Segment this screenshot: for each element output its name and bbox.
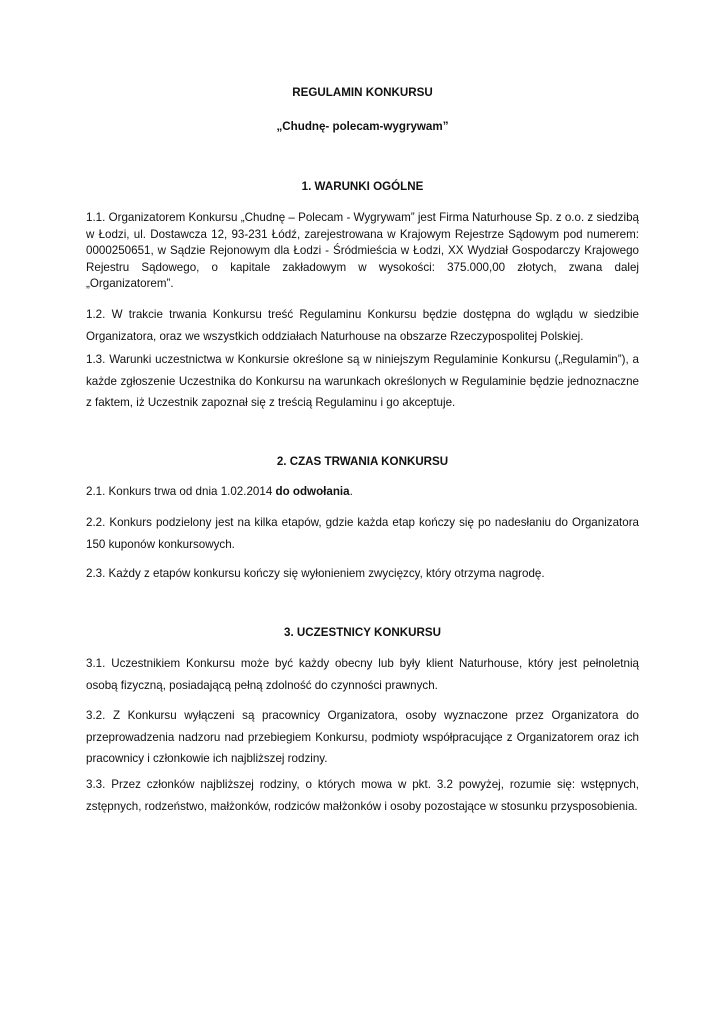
paragraph-1-1: 1.1. Organizatorem Konkursu „Chudnę – Polecam - Wygrywam” jest Firma Naturhouse Sp. z o.o. z siedzibą w Łodzi, ul. Dostawcza 12, 93-231 Łódź, zarejestrowana w Krajowym Rejestrze Sądowym pod numerem: 0000250651, w Sądzie Rejonowym dla Łodzi - Śródmieścia w Łodzi, XX Wydział Gospodarczy Krajowego Rejestru Sądowego, o kapitale zakładowym w wysokości: 375.000,00 złotych, zwana dalej „Organizatorem”.: [86, 211, 639, 290]
paragraph-2-3: 2.3. Każdy z etapów konkursu kończy się wyłonieniem zwycięzcy, który otrzyma nagrodę.: [86, 567, 545, 580]
paragraph-2-2: 2.2. Konkurs podzielony jest na kilka etapów, gdzie każda etap kończy się po nadesłaniu do Organizatora 150 kuponów konkursowych.: [86, 516, 639, 551]
paragraph-1-2: 1.2. W trakcie trwania Konkursu treść Regulaminu Konkursu będzie dostępna do wglądu w siedzibie Organizatora, oraz we wszystkich oddziałach Naturhouse na obszarze Rzeczypospolitej Polskiej.: [86, 308, 639, 343]
paragraph-2-1: [86, 481, 639, 503]
paragraph-3-1: 3.1. Uczestnikiem Konkursu może być każdy obecny lub były klient Naturhouse, który jest pełnoletnią osobą fizyczną, posiadającą pełną zdolność do czynności prawnych.: [86, 657, 639, 692]
paragraph-2-1-bold: do odwołania: [275, 485, 350, 498]
paragraph-3-3: 3.3. Przez członków najbliższej rodziny, o których mowa w pkt. 3.2 powyżej, rozumie się: wstępnych, zstępnych, rodzeństwo, małżonków, rodziców małżonków i osoby pozostające w stosunku przysposobienia.: [86, 778, 639, 813]
section-heading-duration: 2. CZAS TRWANIA KONKURSU: [276, 455, 449, 468]
section-heading-general-conditions: 1. WARUNKI OGÓLNE: [301, 180, 424, 193]
section-heading-participants: 3. UCZESTNICY KONKURSU: [284, 626, 441, 639]
paragraph-3-2: 3.2. Z Konkursu wyłączeni są pracownicy Organizatora, osoby wyznaczone przez Organizatora do przeprowadzenia nadzoru nad przebiegiem Konkursu, podmioty współpracujące z Organizatorem oraz ich pracownicy i członkowie ich najbliższej rodziny.: [86, 709, 639, 765]
paragraph-2-1-text: 2.1. Konkurs trwa od dnia 1.02.2014: [86, 485, 276, 498]
paragraph-2-1-suffix: .: [349, 485, 353, 498]
document-subtitle: „Chudnę- polecam-wygrywam”: [276, 120, 449, 133]
paragraph-1-3: 1.3. Warunki uczestnictwa w Konkursie określone są w niniejszym Regulaminie Konkursu („Regulamin”), a każde zgłoszenie Uczestnika do Konkursu na warunkach określonych w Regulaminie będzie jednoznaczne z faktem, iż Uczestnik zapoznał się z treścią Regulaminu i go akceptuje.: [86, 353, 639, 409]
document-title: REGULAMIN KONKURSU: [292, 86, 433, 99]
